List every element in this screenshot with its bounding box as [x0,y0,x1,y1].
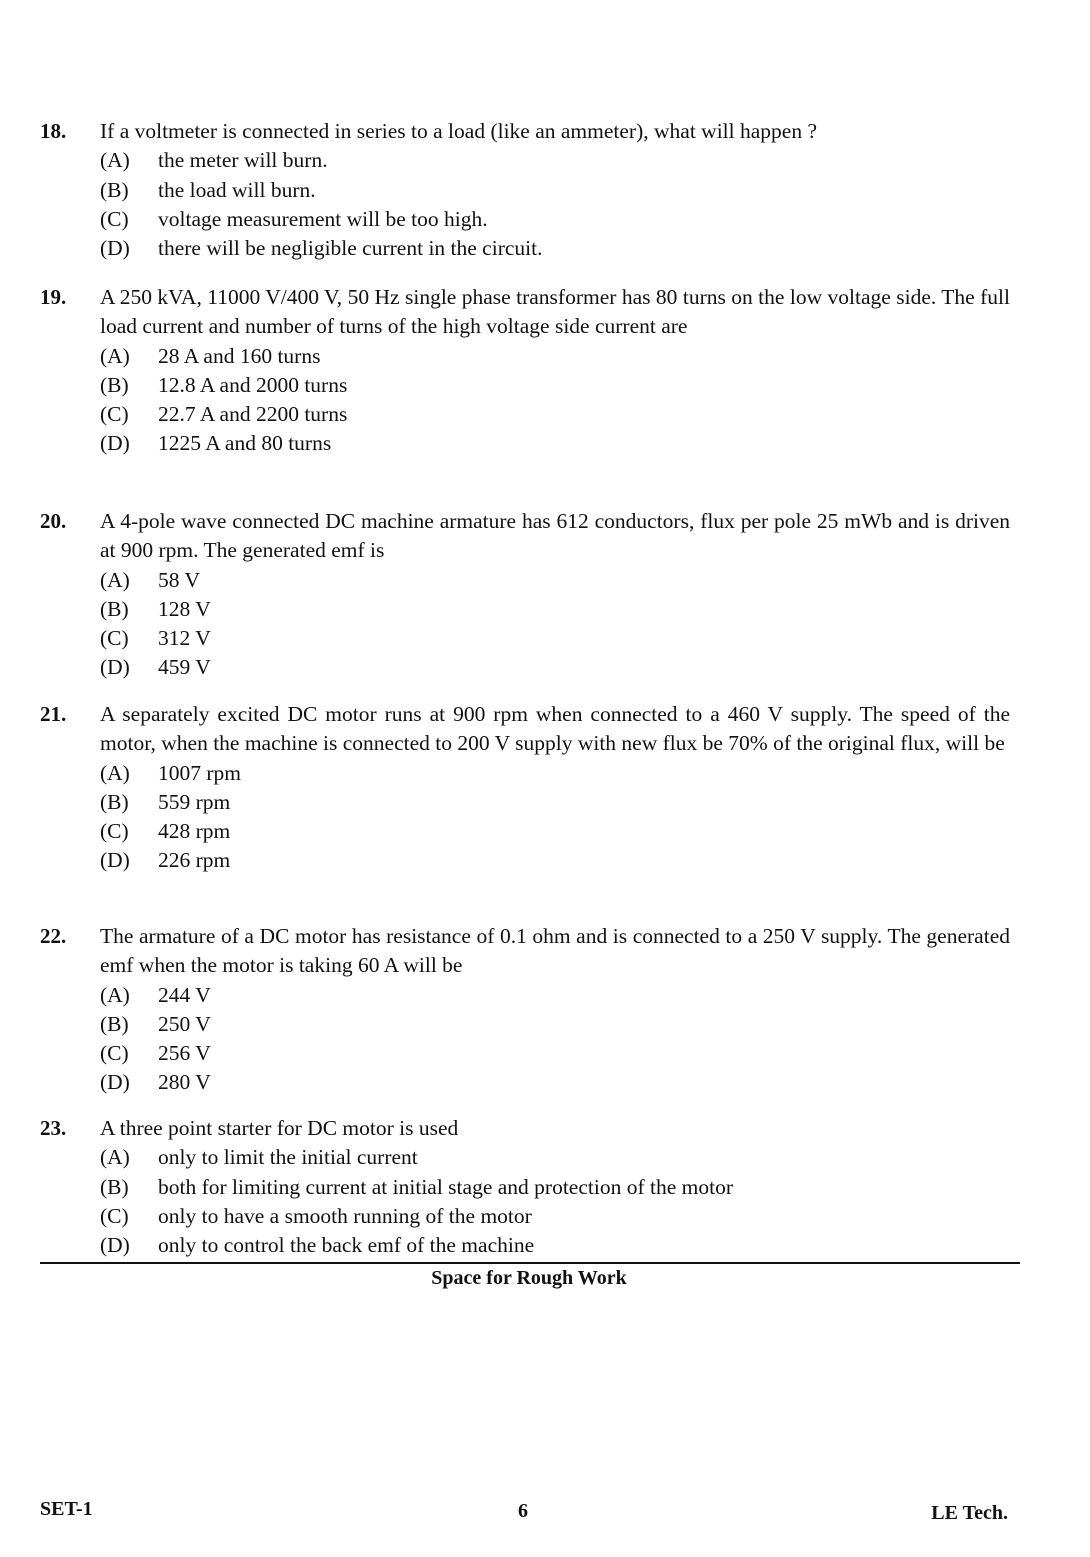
footer-subject: LE Tech. [931,1502,1008,1524]
option-d [100,1068,1010,1097]
question-text: The armature of a DC motor has resistance of 0.1 ohm and is connected to a 250 V supply. The generated emf when the motor is taking 60 A will be [100,924,1010,978]
option-b [100,371,1010,400]
question-number: 21. [40,702,67,726]
option-label: (A) [100,343,130,368]
option-text: both for limiting current at initial stage and protection of the motor [158,1174,733,1199]
question-text: A three point starter for DC motor is used [100,1116,459,1140]
option-a [100,146,1010,175]
option-text: only to control the back emf of the machine [158,1233,535,1258]
option-text: 226 rpm [158,848,231,873]
option-label: (B) [100,596,129,621]
option-label: (B) [100,789,129,814]
option-c [100,817,1010,846]
option-text: 312 V [158,626,211,651]
option-list [100,759,1010,876]
option-label: (D) [100,431,130,456]
question-text: A 4-pole wave connected DC machine armature has 612 conductors, flux per pole 25 mWb and is driven at 900 rpm. The generated emf is [100,509,1010,563]
option-text: 250 V [158,1011,211,1036]
question-number: 22. [40,924,67,948]
option-label: (A) [100,760,130,785]
question-text: If a voltmeter is connected in series to a load (like an ammeter), what will happen ? [100,119,817,143]
option-label: (C) [100,626,129,651]
option-label: (A) [100,1145,130,1170]
option-text: the meter will burn. [158,148,328,173]
option-list [100,981,1010,1098]
option-text: only to limit the initial current [158,1145,418,1170]
option-c [100,205,1010,234]
question-19 [40,283,1010,459]
option-text: 128 V [158,596,211,621]
option-label: (C) [100,1203,129,1228]
question-text: A 250 kVA, 11000 V/400 V, 50 Hz single phase transformer has 80 turns on the low voltage side. The full load current and number of turns of the high voltage side current are [100,285,1010,339]
option-a [100,759,1010,788]
option-list [100,342,1010,459]
question-number: 19. [40,285,67,309]
option-label: (B) [100,1011,129,1036]
option-label: (D) [100,1070,130,1095]
question-20 [40,507,1010,683]
option-b [100,788,1010,817]
option-label: (B) [100,1174,129,1199]
option-label: (D) [100,236,130,261]
question-text: A separately excited DC motor runs at 900 rpm when connected to a 460 V supply. The speed of the motor, when the machine is connected to 200 V supply with new flux be 70% of the original flux, will be [100,702,1010,756]
option-text: 1007 rpm [158,760,242,785]
option-text: 559 rpm [158,789,231,814]
option-text: 1225 A and 80 turns [158,431,332,456]
option-label: (C) [100,1041,129,1066]
question-22 [40,922,1010,1098]
option-a [100,342,1010,371]
option-text: there will be negligible current in the circuit. [158,236,543,261]
option-label: (C) [100,206,129,231]
option-a [100,566,1010,595]
footer-set: SET-1 [40,1498,93,1520]
option-label: (C) [100,819,129,844]
option-text: 58 V [158,567,201,592]
option-label: (A) [100,567,130,592]
option-d [100,846,1010,875]
rough-work-label: Space for Rough Work [431,1267,627,1289]
option-text: 428 rpm [158,819,231,844]
option-text: 256 V [158,1041,211,1066]
option-label: (D) [100,655,130,680]
option-label: (A) [100,982,130,1007]
option-text: voltage measurement will be too high. [158,206,488,231]
option-label: (D) [100,848,130,873]
question-number: 23. [40,1116,67,1140]
option-d [100,653,1010,682]
question-number: 20. [40,509,67,533]
question-number: 18. [40,119,67,143]
option-a [100,1143,1010,1172]
option-a [100,981,1010,1010]
option-list [100,1143,1010,1260]
option-text: the load will burn. [158,177,316,202]
option-d [100,429,1010,458]
option-label: (A) [100,148,130,173]
option-c [100,1039,1010,1068]
option-list [100,566,1010,683]
option-text: 280 V [158,1070,211,1095]
footer-page-number: 6 [518,1500,528,1522]
option-text: 28 A and 160 turns [158,343,321,368]
option-b [100,595,1010,624]
option-d [100,234,1010,263]
option-text: 22.7 A and 2200 turns [158,402,348,427]
question-23 [40,1114,1010,1260]
option-label: (D) [100,1233,130,1258]
option-text: only to have a smooth running of the motor [158,1203,532,1228]
option-b [100,1173,1010,1202]
option-b [100,1010,1010,1039]
option-d [100,1231,1010,1260]
option-label: (B) [100,372,129,397]
option-c [100,624,1010,653]
option-c [100,1202,1010,1231]
question-18 [40,117,1010,263]
option-b [100,176,1010,205]
option-c [100,400,1010,429]
option-label: (B) [100,177,129,202]
option-text: 12.8 A and 2000 turns [158,372,348,397]
option-label: (C) [100,402,129,427]
option-list [100,146,1010,263]
option-text: 459 V [158,655,211,680]
question-21 [40,700,1010,876]
option-text: 244 V [158,982,211,1007]
divider-line [40,1262,1020,1264]
